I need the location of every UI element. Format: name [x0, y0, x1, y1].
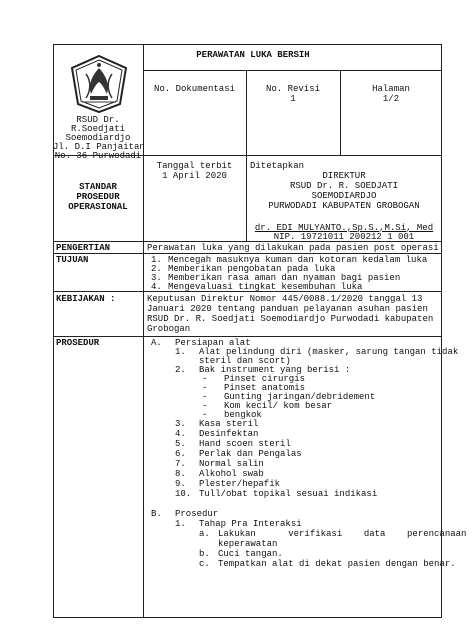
tujuan-item-2: Memberikan pengobatan pada luka [168, 264, 336, 274]
tujuan-item-1: Mencegah masuknya kuman dan kotoran kedalam luka [168, 255, 428, 265]
b1-item-b: Cuci tangan. [218, 549, 283, 559]
issue-date: 1 April 2020 [162, 171, 227, 181]
approved-label: Ditetapkan [250, 161, 305, 171]
b1-letter-b: b. [199, 549, 210, 559]
item-num-3: 3. [175, 419, 186, 429]
b1-item-a: Lakukan verifikasi data perencanaan [218, 529, 467, 539]
rule-label-column [143, 44, 144, 618]
director-title: DIREKTUR [322, 171, 366, 181]
tujuan-num-2: 2. [151, 264, 162, 274]
section-a-title: Persiapan alat [175, 338, 251, 348]
tujuan-num-4: 4. [151, 282, 162, 292]
hospital-name-3: Soemodiardjo [65, 133, 131, 143]
document-title: PERAWATAN LUKA BERSIH [196, 50, 310, 60]
instrument-1: - Pinset cirurgis [224, 374, 305, 384]
tujuan-label: TUJUAN [56, 255, 89, 265]
b1-item-c: Tempatkan alat di dekat pasien dengan benar. [218, 559, 456, 569]
item-num-1: 1. [175, 347, 186, 357]
tujuan-item-3: Memberikan rasa aman dan nyaman bagi pasien [168, 273, 401, 283]
section-a-letter: A. [151, 338, 162, 348]
page-label: Halaman [372, 84, 410, 94]
item-num-5: 5. [175, 439, 186, 449]
kebijakan-line-3: RSUD Dr. R. Soedjati Soemodiardjo Purwodadi kabupaten [147, 314, 434, 324]
kebijakan-line-2: Januari 2020 tentang panduan pelayanan asuhan pasien [147, 304, 428, 314]
b1-letter-a: a. [199, 529, 210, 539]
item-num-6: 6. [175, 449, 186, 459]
hospital-address-1: Jl. D.I Panjaitan [53, 142, 145, 152]
sop-label-3: OPERASIONAL [68, 202, 128, 212]
director-regency: PURWODADI KABUPATEN GROBOGAN [268, 201, 420, 211]
director-nip: NIP. 19721011 200212 1 001 [273, 232, 415, 242]
item-num-2: 2. [175, 365, 186, 375]
rule-rev-column [246, 70, 247, 156]
hospital-name-1: RSUD Dr. [76, 115, 120, 125]
sop-label-2: PROSEDUR [76, 192, 120, 202]
item-num-7: 7. [175, 459, 186, 469]
item-1-cont: steril dan scort) [199, 356, 291, 366]
hospital-logo-icon [68, 54, 130, 114]
rule-pengertian [53, 253, 442, 254]
tujuan-item-4: Mengevaluasi tingkat kesembuhan luka [168, 282, 363, 292]
tujuan-num-3: 3. [151, 273, 162, 283]
item-num-8: 8. [175, 469, 186, 479]
item-num-9: 9. [175, 479, 186, 489]
prosedur-label: PROSEDUR [56, 338, 100, 348]
hospital-name-2: R.Soedjati [70, 124, 125, 134]
item-num-10: 10. [175, 489, 192, 499]
section-b-letter: B. [151, 509, 162, 519]
sop-label-1: STANDAR [79, 182, 117, 192]
director-name: dr. EDI MULYANTO.,Sp.S.,M.Si, Med [254, 223, 434, 233]
kebijakan-line-1: Keputusan Direktur Nomor 445/0088.1/2020 tanggal 13 [147, 294, 423, 304]
pengertian-text: Perawatan luka yang dilakukan pada pasien post operasi [147, 243, 439, 253]
b1-num: 1. [175, 519, 186, 529]
item-8: Alkohol swab [199, 469, 264, 479]
doc-number-label: No. Dokumentasi [153, 84, 235, 94]
director-hospital-2: SOEMODIARDJO [311, 191, 377, 201]
item-3: Kasa steril [199, 419, 259, 429]
item-4: Desinfektan [199, 429, 259, 439]
instrument-2: - Pinset anatomis [224, 383, 305, 393]
kebijakan-label: KEBIJAKAN : [56, 294, 116, 304]
item-num-4: 4. [175, 429, 186, 439]
hospital-address-2: No. 36 Purwodadi [54, 151, 142, 161]
rule-kebijakan [53, 336, 442, 337]
instrument-4: - Kom kecil/ kom besar [224, 401, 332, 411]
item-2: Bak instrument yang berisi : [199, 365, 351, 375]
instrument-3: - Gunting jaringan/debridement [224, 392, 375, 402]
page-value: 1/2 [382, 94, 400, 104]
instrument-5: - bengkok [224, 410, 262, 420]
tujuan-num-1: 1. [151, 255, 162, 265]
item-6: Perlak dan Pengalas [199, 449, 302, 459]
b1-item-a-cont: keperawatan [218, 539, 278, 549]
item-10: Tull/obat topikal sesuai indikasi [199, 489, 378, 499]
kebijakan-line-4: Grobogan [147, 324, 191, 334]
issue-date-label: Tanggal terbit [156, 161, 233, 171]
revision-value: 1 [290, 94, 296, 104]
section-b-title: Prosedur [175, 509, 219, 519]
item-9: Plester/hepafik [199, 479, 281, 489]
revision-label: No. Revisi [265, 84, 320, 94]
director-hospital: RSUD Dr. R. SOEDJATI [289, 181, 399, 191]
rule-page-column [340, 70, 341, 156]
item-5: Hand scoen steril [199, 439, 291, 449]
rule-title [143, 70, 442, 71]
item-7: Normal salin [199, 459, 264, 469]
b1-title: Tahap Pra Interaksi [199, 519, 302, 529]
pengertian-label: PENGERTIAN [56, 243, 111, 253]
item-1: Alat pelindung diri (masker, sarung tangan tidak [199, 347, 459, 357]
b1-letter-c: c. [199, 559, 210, 569]
